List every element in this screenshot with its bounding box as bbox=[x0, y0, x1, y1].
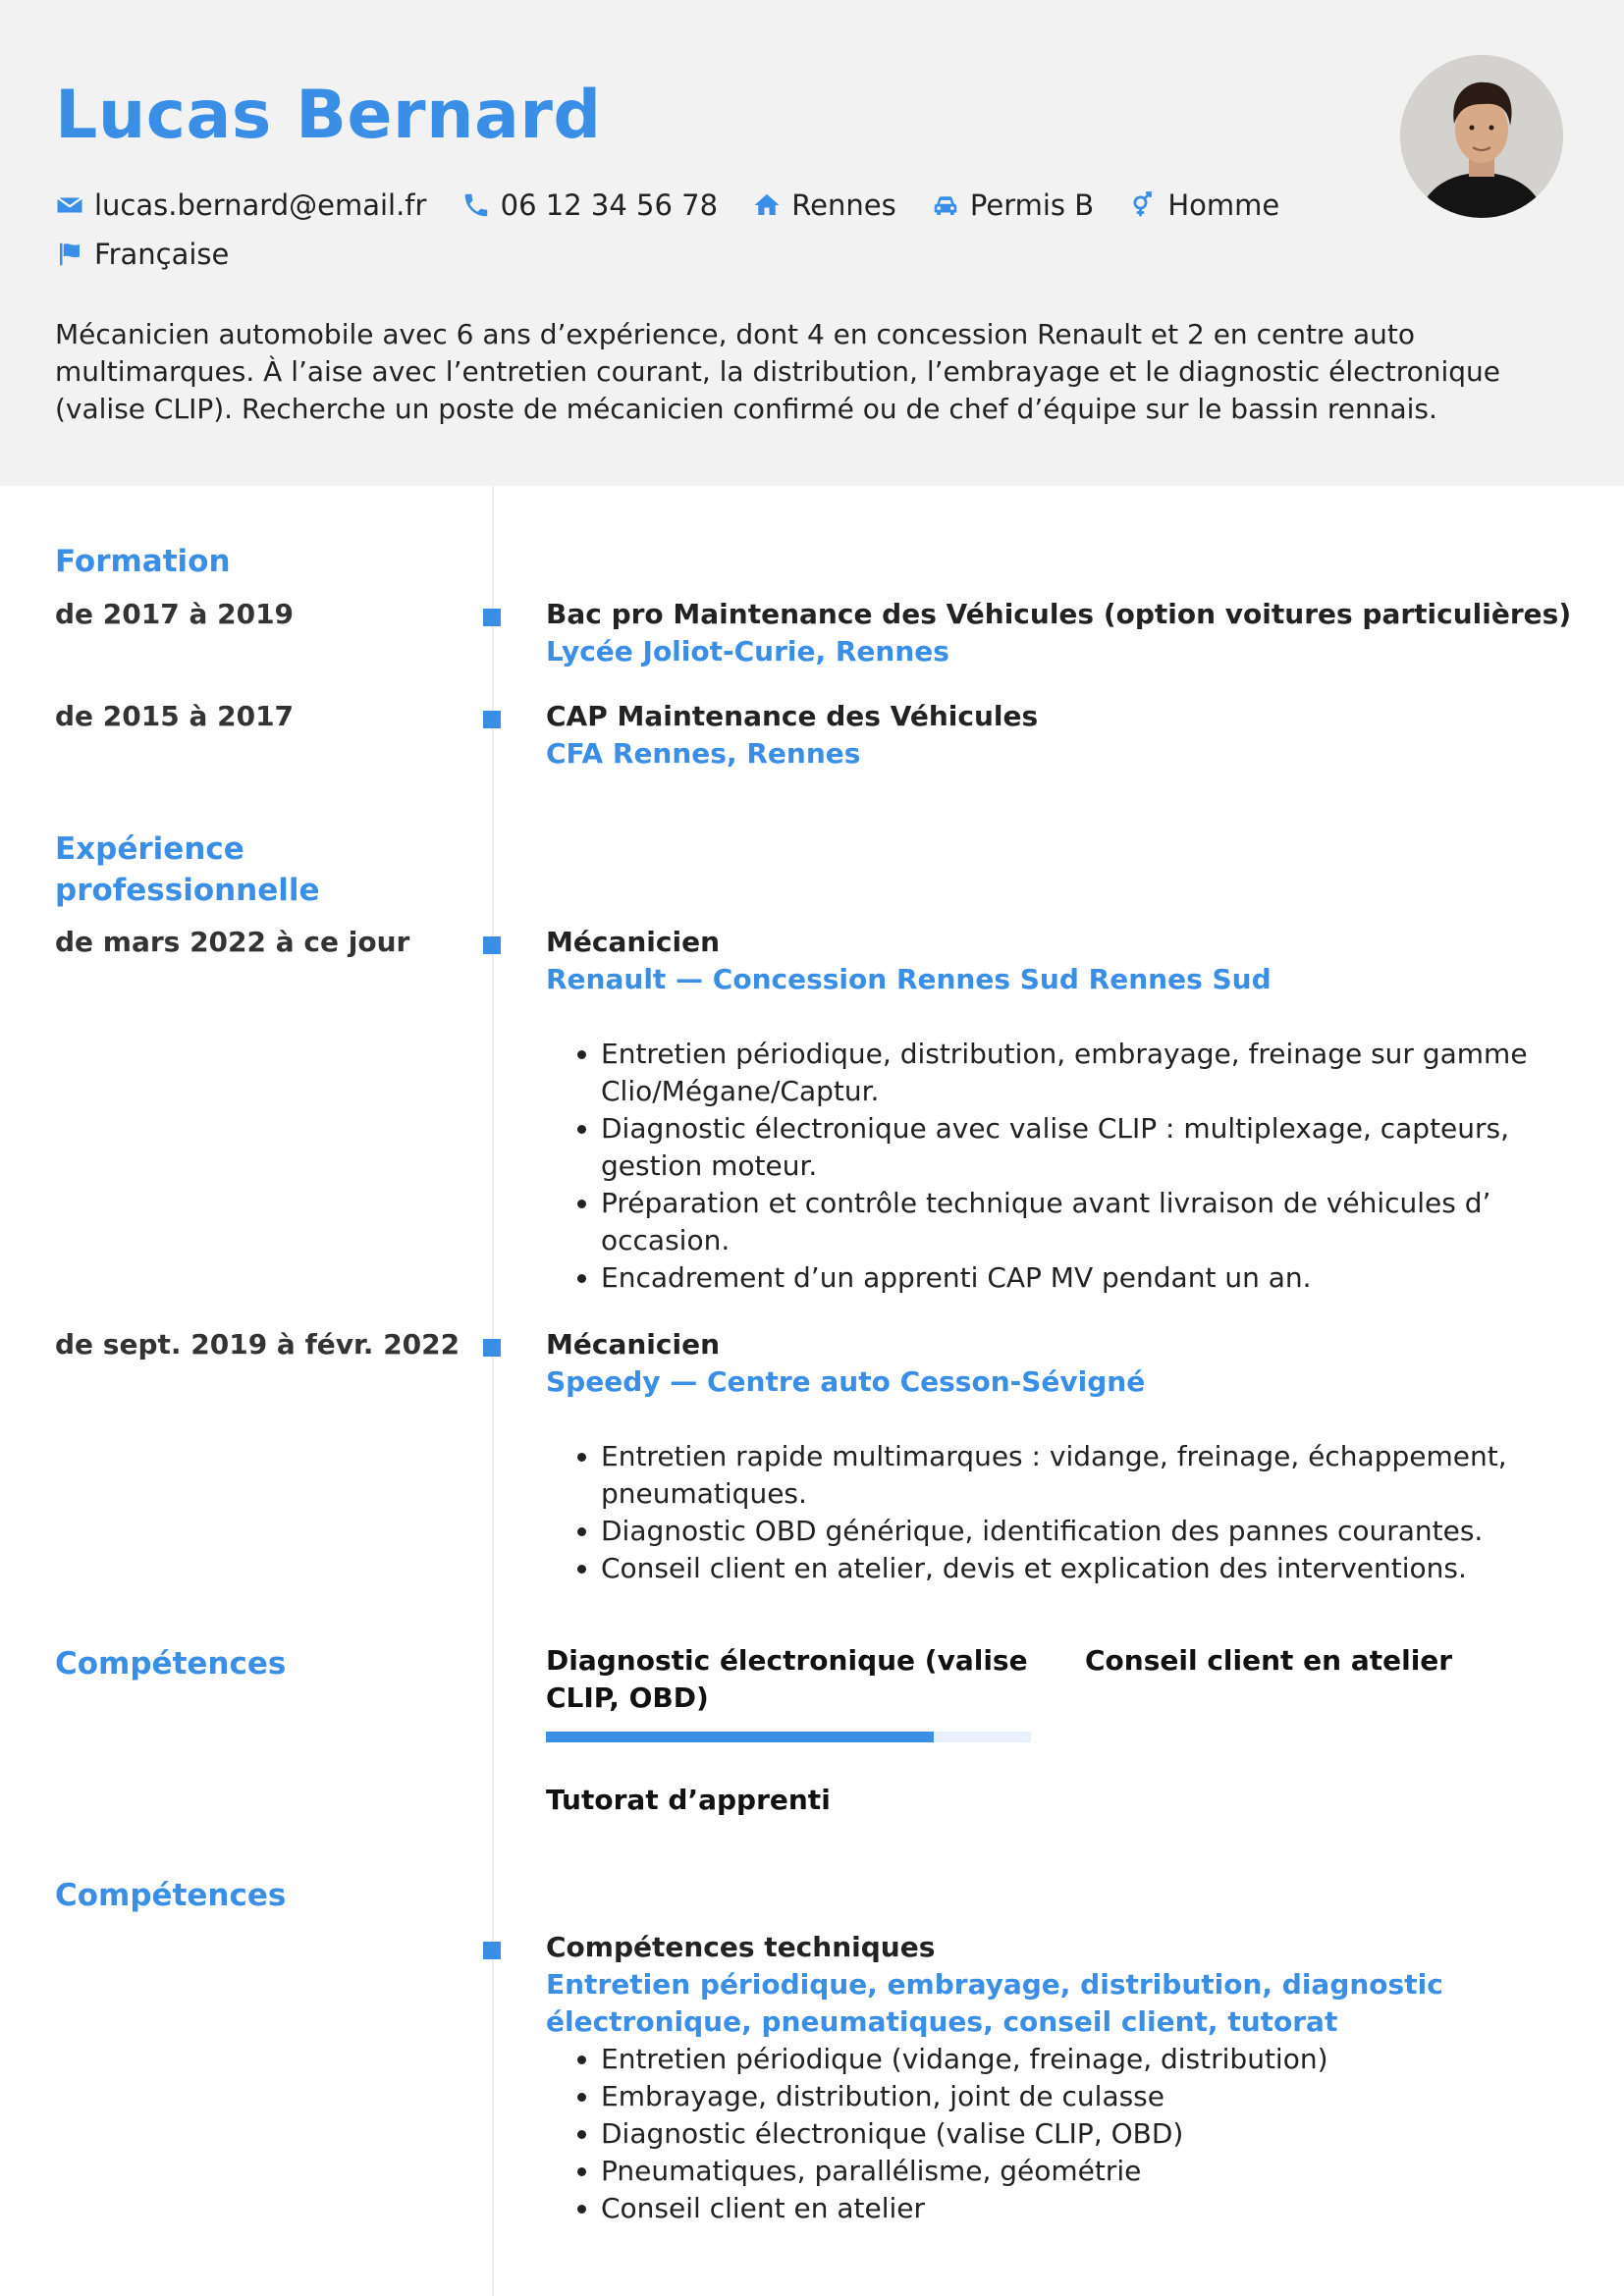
section-title-skills: Compétences bbox=[55, 1646, 287, 1682]
skill-level-fill bbox=[546, 1732, 934, 1742]
timeline-marker bbox=[483, 1942, 501, 1959]
experience-bullets-2 bbox=[546, 1438, 1593, 1587]
contact-gender bbox=[1128, 188, 1279, 222]
avatar-illustration bbox=[1400, 55, 1563, 218]
formation-title-1: Bac pro Maintenance des Véhicules (option voitures particulières) bbox=[546, 598, 1572, 630]
list-item: • Diagnostic électronique avec valise CLIP : multiplexage, capteurs, gestion moteur. bbox=[601, 1110, 1593, 1185]
car-icon bbox=[931, 190, 960, 220]
timeline-marker bbox=[483, 1339, 501, 1357]
experience-bullets-1 bbox=[546, 1036, 1593, 1297]
profile-photo bbox=[1400, 55, 1563, 218]
contact-city bbox=[752, 188, 895, 222]
candidate-name: Lucas Bernard bbox=[55, 77, 602, 154]
section-title-skills-2: Compétences bbox=[55, 1878, 287, 1913]
home-icon bbox=[752, 190, 782, 220]
formation-school-1: Lycée Joliot-Curie, Rennes bbox=[546, 635, 949, 667]
list-item: • Diagnostic OBD générique, identification des pannes courantes. bbox=[601, 1513, 1593, 1550]
phone-icon bbox=[461, 190, 491, 220]
header bbox=[0, 0, 1624, 486]
experience-date-2: de sept. 2019 à févr. 2022 bbox=[55, 1328, 460, 1361]
gender-icon bbox=[1128, 190, 1158, 220]
timeline-divider bbox=[492, 486, 494, 2296]
list-item: • Entretien périodique, distribution, embrayage, freinage sur gamme Clio/Mégane/Captur. bbox=[601, 1036, 1593, 1110]
skills-category-title: Compétences techniques bbox=[546, 1931, 936, 1963]
skill-label-2: Conseil client en atelier bbox=[1085, 1644, 1453, 1677]
timeline-marker bbox=[483, 936, 501, 954]
list-item: • Conseil client en atelier, devis et explication des interventions. bbox=[601, 1550, 1593, 1587]
formation-school-2: CFA Rennes, Rennes bbox=[546, 737, 861, 770]
contact-phone[interactable] bbox=[461, 188, 718, 222]
list-item: • Embrayage, distribution, joint de culasse bbox=[601, 2078, 1593, 2115]
list-item: • Diagnostic électronique (valise CLIP, OBD) bbox=[601, 2115, 1593, 2153]
section-title-formation: Formation bbox=[55, 544, 231, 579]
experience-title-1: Mécanicien bbox=[546, 926, 720, 958]
list-item: • Entretien rapide multimarques : vidange, freinage, échappement, pneumatiques. bbox=[601, 1438, 1593, 1513]
contact-phone-text: 06 12 34 56 78 bbox=[500, 188, 719, 222]
formation-date-1: de 2017 à 2019 bbox=[55, 598, 295, 630]
skill-label-1: Diagnostic électronique (valise CLIP, OBD) bbox=[546, 1644, 1028, 1714]
timeline-marker bbox=[483, 609, 501, 626]
envelope-icon bbox=[55, 190, 84, 220]
list-item: • Pneumatiques, parallélisme, géométrie bbox=[601, 2153, 1593, 2190]
experience-date-1: de mars 2022 à ce jour bbox=[55, 926, 410, 958]
skill-level-bar bbox=[546, 1732, 1031, 1742]
contact-email[interactable] bbox=[55, 188, 426, 222]
experience-employer-1: Renault — Concession Rennes Sud Rennes Sud bbox=[546, 963, 1272, 995]
contact-gender-text: Homme bbox=[1167, 188, 1280, 222]
contact-row-2 bbox=[55, 238, 254, 276]
timeline-marker bbox=[483, 711, 501, 728]
contact-nationality bbox=[55, 238, 229, 271]
contact-row-1 bbox=[55, 188, 1305, 227]
profile-summary: Mécanicien automobile avec 6 ans d’expérience, dont 4 en concession Renault et 2 en centre auto multimarques. À l’aise avec l’entretien courant, la distribution, l’embrayage et le diagnostic électronique (valise CLIP). Recherche un poste de mécanicien confirmé ou de chef d’équipe sur le bassin rennais. bbox=[55, 318, 1501, 425]
skills-category-summary: Entretien périodique, embrayage, distribution, diagnostic électronique, pneumatiques, conseil client, tutorat bbox=[546, 1968, 1443, 2038]
section-title-experience: Expérience professionnelle bbox=[55, 831, 320, 908]
contact-license-text: Permis B bbox=[969, 188, 1095, 222]
contact-license bbox=[931, 188, 1094, 222]
skill-label-3: Tutorat d’apprenti bbox=[546, 1784, 831, 1816]
formation-title-2: CAP Maintenance des Véhicules bbox=[546, 700, 1039, 732]
list-item: • Encadrement d’un apprenti CAP MV pendant un an. bbox=[601, 1259, 1593, 1297]
experience-title-2: Mécanicien bbox=[546, 1328, 720, 1361]
skills-bullets bbox=[546, 2041, 1593, 2227]
flag-icon bbox=[55, 240, 84, 269]
contact-city-text: Rennes bbox=[791, 188, 896, 222]
contact-email-text: lucas.bernard@email.fr bbox=[94, 188, 427, 222]
list-item: • Conseil client en atelier bbox=[601, 2190, 1593, 2227]
contact-nationality-text: Française bbox=[94, 238, 230, 271]
list-item: • Préparation et contrôle technique avant livraison de véhicules d’ occasion. bbox=[601, 1185, 1593, 1259]
list-item: • Entretien périodique (vidange, freinage, distribution) bbox=[601, 2041, 1593, 2078]
experience-employer-2: Speedy — Centre auto Cesson-Sévigné bbox=[546, 1365, 1146, 1398]
formation-date-2: de 2015 à 2017 bbox=[55, 700, 295, 732]
